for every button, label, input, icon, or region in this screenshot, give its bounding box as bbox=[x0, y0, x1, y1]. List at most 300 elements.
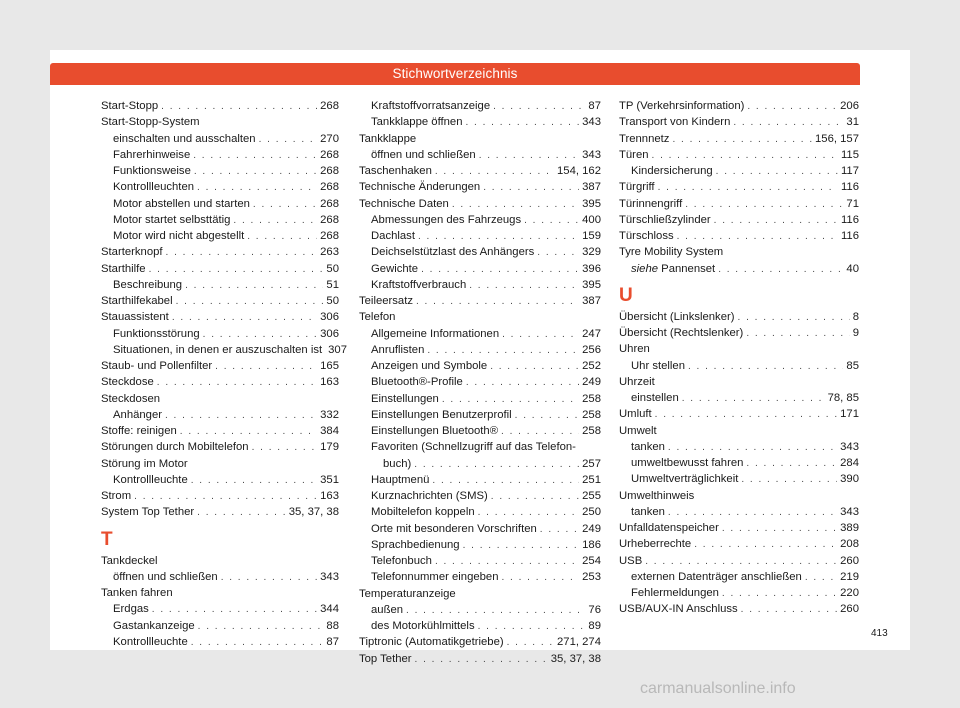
index-entry-page: 260 bbox=[840, 603, 859, 616]
index-entry-term: Türinnengriff bbox=[619, 197, 683, 210]
index-entry bbox=[101, 488, 339, 504]
index-entry-term: Anruflisten bbox=[371, 343, 425, 356]
index-entry-page: 268 bbox=[320, 148, 339, 161]
index-entry-page: 387 bbox=[582, 295, 601, 307]
index-entry bbox=[359, 244, 601, 260]
index-entry-page: 343 bbox=[840, 505, 859, 518]
index-entry-term: Tiptronic (Automatikgetriebe) bbox=[359, 636, 504, 649]
index-entry-page: 208 bbox=[840, 538, 859, 551]
index-entry-term: Umluft bbox=[619, 408, 652, 421]
index-entry bbox=[619, 569, 859, 585]
index-entry bbox=[359, 602, 601, 618]
index-entry-term: Funktionsweise bbox=[113, 165, 191, 177]
leader-dots bbox=[452, 197, 579, 213]
index-entry-page: 51 bbox=[326, 278, 339, 291]
index-entry bbox=[359, 651, 601, 667]
index-entry-page: 268 bbox=[320, 100, 339, 112]
index-entry-page: 306 bbox=[320, 327, 339, 340]
leader-dots bbox=[491, 489, 579, 505]
leader-dots bbox=[157, 375, 317, 391]
leader-dots bbox=[469, 278, 579, 294]
index-entry bbox=[101, 309, 339, 325]
leader-dots bbox=[152, 602, 317, 618]
index-entry-page: 306 bbox=[320, 311, 339, 324]
index-entry-term: Übersicht (Rechtslenker) bbox=[619, 327, 744, 339]
index-entry bbox=[619, 98, 859, 114]
index-entry-page: 256 bbox=[582, 343, 601, 356]
index-entry bbox=[619, 212, 859, 228]
index-entry bbox=[359, 114, 601, 130]
index-entry bbox=[101, 147, 339, 163]
index-entry bbox=[619, 504, 859, 520]
index-entry-page: 395 bbox=[582, 197, 601, 210]
index-entry-term: Türen bbox=[619, 148, 649, 161]
index-entry-page: 395 bbox=[582, 278, 601, 291]
leader-dots bbox=[716, 164, 838, 180]
index-entry bbox=[101, 196, 339, 212]
leader-dots bbox=[149, 262, 324, 278]
index-entry-page: 253 bbox=[582, 571, 601, 584]
index-entry-term: Fahrerhinweise bbox=[113, 148, 191, 161]
leader-dots bbox=[479, 148, 579, 164]
index-entry-page: 251 bbox=[582, 473, 601, 486]
index-entry-term: Beschreibung bbox=[113, 278, 183, 291]
index-entry bbox=[359, 504, 601, 520]
index-entry bbox=[101, 163, 339, 179]
index-entry-term: Staub- und Pollenfilter bbox=[101, 360, 213, 372]
index-entry-page: 186 bbox=[582, 538, 601, 551]
index-entry bbox=[359, 488, 601, 504]
index-entry-term: Starthilfe bbox=[101, 262, 146, 275]
leader-dots bbox=[406, 603, 585, 619]
index-entry-page: 332 bbox=[320, 408, 339, 421]
index-entry bbox=[101, 439, 339, 455]
index-entry-page: 351 bbox=[320, 473, 339, 486]
index-entry bbox=[619, 601, 859, 617]
index-entry-page: 343 bbox=[840, 440, 859, 453]
index-entry-term: Technische Daten bbox=[359, 197, 449, 210]
leader-dots bbox=[252, 440, 318, 456]
leader-dots bbox=[501, 424, 579, 440]
index-entry-page: 268 bbox=[320, 181, 339, 194]
index-entry-term: Kindersicherung bbox=[631, 165, 713, 177]
index-entry-term: Allgemeine Informationen bbox=[371, 327, 500, 340]
index-entry bbox=[619, 423, 859, 439]
index-entry bbox=[101, 342, 347, 358]
index-entry-term: tanken bbox=[631, 505, 665, 518]
index-entry-page: 343 bbox=[582, 148, 601, 161]
index-entry-page: 87 bbox=[588, 100, 601, 112]
index-entry bbox=[359, 407, 601, 423]
section-title: Stichwortverzeichnis bbox=[392, 66, 518, 81]
index-entry-term: Kontrollleuchte bbox=[113, 635, 188, 648]
index-entry-term: einschalten und ausschalten bbox=[113, 132, 256, 145]
index-entry-page: 258 bbox=[582, 408, 601, 421]
index-entry bbox=[619, 455, 859, 471]
index-entry-term: Kurznachrichten (SMS) bbox=[371, 490, 488, 502]
index-entry-term: Umwelt bbox=[619, 424, 657, 437]
leader-dots bbox=[194, 164, 317, 180]
leader-dots bbox=[478, 505, 580, 521]
leader-dots bbox=[733, 115, 843, 131]
leader-dots bbox=[432, 473, 579, 489]
leader-dots bbox=[176, 294, 324, 310]
index-entry bbox=[619, 390, 859, 406]
leader-dots bbox=[463, 538, 580, 554]
index-entry bbox=[619, 179, 859, 195]
index-entry-term: öffnen und schließen bbox=[113, 570, 218, 583]
leader-dots bbox=[483, 180, 579, 196]
index-entry-page: 89 bbox=[588, 620, 601, 632]
index-entry bbox=[619, 471, 859, 487]
index-entry-term: Motor abstellen und starten bbox=[113, 197, 250, 210]
index-entry-term: Transport von Kindern bbox=[619, 116, 731, 129]
leader-dots bbox=[672, 132, 812, 148]
index-entry-term: Gastankanzeige bbox=[113, 619, 195, 632]
index-entry-page: 268 bbox=[320, 230, 339, 242]
index-entry-term: Teileersatz bbox=[359, 295, 413, 307]
index-entry-page: 78, 85 bbox=[827, 392, 859, 404]
index-entry-term: Tankdeckel bbox=[101, 554, 158, 567]
index-entry bbox=[101, 179, 339, 195]
index-entry-page: 249 bbox=[582, 376, 601, 389]
index-entry-page: 344 bbox=[320, 603, 339, 616]
index-entry-page: 85 bbox=[846, 359, 859, 372]
index-entry-term: buch) bbox=[383, 457, 412, 470]
leader-dots bbox=[203, 327, 317, 343]
index-entry-term: Dachlast bbox=[371, 230, 415, 242]
index-entry-term: Starterknopf bbox=[101, 246, 163, 259]
index-entry bbox=[619, 585, 859, 601]
index-entry-page: 257 bbox=[582, 457, 601, 470]
index-entry bbox=[619, 244, 859, 260]
index-entry bbox=[619, 488, 859, 504]
index-entry-term: siehe Pannenset bbox=[631, 262, 716, 275]
leader-dots bbox=[478, 619, 586, 635]
index-entry-term: Top Tether bbox=[359, 652, 412, 665]
index-entry-term: Tyre Mobility System bbox=[619, 246, 724, 259]
leader-dots bbox=[658, 180, 838, 196]
index-entry-term: Störungen durch Mobiltelefon bbox=[101, 441, 249, 454]
index-entry-page: 268 bbox=[320, 165, 339, 177]
index-entry bbox=[101, 634, 339, 650]
index-entry-term: Stoffe: reinigen bbox=[101, 425, 177, 437]
leader-dots bbox=[221, 570, 317, 586]
leader-dots bbox=[537, 245, 579, 261]
index-entry-page: 271, 274 bbox=[557, 636, 601, 649]
index-entry bbox=[359, 569, 601, 585]
index-entry-term: Kontrollleuchte bbox=[113, 473, 188, 486]
leader-dots bbox=[193, 148, 317, 164]
index-entry-term: Urheberrechte bbox=[619, 538, 692, 551]
leader-dots bbox=[215, 359, 317, 375]
index-entry bbox=[359, 196, 601, 212]
index-entry bbox=[101, 98, 339, 114]
index-entry-term: einstellen bbox=[631, 392, 679, 404]
index-entry bbox=[101, 472, 339, 488]
index-entry-term: Telefonbuch bbox=[371, 555, 432, 567]
index-entry bbox=[101, 374, 339, 390]
index-entry-term: Störung im Motor bbox=[101, 457, 188, 470]
leader-dots bbox=[645, 554, 837, 570]
index-entry bbox=[359, 358, 601, 374]
index-entry-term: USB/AUX-IN Anschluss bbox=[619, 603, 738, 616]
index-entry-term: Start-Stopp-System bbox=[101, 116, 200, 129]
index-entry bbox=[619, 520, 859, 536]
index-entry-term: tanken bbox=[631, 440, 665, 453]
index-entry-page: 88 bbox=[326, 619, 339, 632]
index-entry-page: 35, 37, 38 bbox=[288, 506, 339, 519]
index-entry-page: 87 bbox=[326, 635, 339, 648]
index-entry-term: Sprachbedienung bbox=[371, 538, 460, 551]
index-entry-page: 389 bbox=[840, 522, 859, 534]
index-entry-term: Türschließzylinder bbox=[619, 213, 711, 226]
index-entry bbox=[619, 358, 859, 374]
index-entry-term: Fehlermeldungen bbox=[631, 587, 719, 599]
leader-dots bbox=[540, 522, 579, 538]
index-entry bbox=[101, 212, 339, 228]
leader-dots bbox=[191, 635, 324, 651]
index-entry-term: Favoriten (Schnellzugriff auf das Telefon- bbox=[371, 441, 576, 454]
index-entry-term: Stauassistent bbox=[101, 311, 169, 324]
index-letter-heading: T bbox=[101, 528, 113, 550]
index-entry bbox=[101, 358, 339, 374]
index-entry-page: 219 bbox=[840, 570, 859, 583]
index-entry-page: 165 bbox=[320, 360, 339, 372]
index-entry bbox=[359, 374, 601, 390]
index-entry-term: Einstellungen bbox=[371, 392, 439, 405]
index-entry bbox=[619, 553, 859, 569]
index-entry-term: Anhänger bbox=[113, 408, 162, 421]
index-entry-term: Deichselstützlast des Anhängers bbox=[371, 246, 535, 259]
leader-dots bbox=[191, 473, 317, 489]
index-entry bbox=[359, 277, 601, 293]
index-entry bbox=[359, 163, 601, 179]
leader-dots bbox=[415, 652, 548, 668]
index-entry bbox=[359, 212, 601, 228]
index-entry-page: 50 bbox=[326, 295, 339, 307]
leader-dots bbox=[466, 115, 580, 131]
index-entry bbox=[359, 521, 601, 537]
index-entry bbox=[619, 131, 859, 147]
index-entry-term: Türschloss bbox=[619, 230, 674, 242]
index-entry bbox=[101, 114, 339, 130]
leader-dots bbox=[427, 343, 579, 359]
index-entry-page: 76 bbox=[588, 603, 601, 616]
index-entry-term: Motor startet selbsttätig bbox=[113, 213, 231, 226]
index-entry bbox=[359, 618, 601, 634]
index-entry bbox=[359, 423, 601, 439]
index-entry-term: Start-Stopp bbox=[101, 100, 159, 112]
index-entry bbox=[101, 391, 339, 407]
index-entry-page: 40 bbox=[846, 262, 859, 275]
leader-dots bbox=[435, 164, 554, 180]
index-entry-page: 249 bbox=[582, 522, 601, 535]
leader-dots bbox=[741, 602, 837, 618]
index-entry bbox=[619, 406, 859, 422]
leader-dots bbox=[805, 570, 837, 586]
index-entry bbox=[101, 131, 339, 147]
index-entry bbox=[359, 98, 601, 114]
leader-dots bbox=[502, 327, 579, 343]
leader-dots bbox=[180, 424, 317, 440]
index-entry-term: Bluetooth®-Profile bbox=[371, 376, 463, 389]
index-entry bbox=[101, 326, 339, 342]
index-column-2 bbox=[359, 98, 601, 667]
index-entry-term: USB bbox=[619, 554, 643, 567]
index-entry bbox=[359, 147, 601, 163]
index-entry bbox=[101, 585, 339, 601]
index-entry-page: 390 bbox=[840, 473, 859, 486]
index-entry-term: Starthilfekabel bbox=[101, 295, 173, 307]
leader-dots bbox=[714, 213, 838, 229]
index-entry-page: 268 bbox=[320, 213, 339, 226]
index-entry bbox=[359, 309, 601, 325]
index-entry bbox=[101, 261, 339, 277]
index-entry bbox=[619, 309, 859, 325]
leader-dots bbox=[747, 99, 837, 115]
leader-dots bbox=[722, 586, 837, 602]
index-entry-term: Tankklappe bbox=[359, 132, 417, 145]
index-entry-page: 154, 162 bbox=[557, 165, 601, 177]
index-entry bbox=[101, 293, 339, 309]
leader-dots bbox=[524, 213, 579, 229]
index-entry-term: Einstellungen Bluetooth® bbox=[371, 425, 499, 437]
index-entry-page: 35, 37, 38 bbox=[550, 652, 601, 665]
leader-dots bbox=[247, 229, 317, 245]
index-entry bbox=[101, 456, 339, 472]
index-entry-term: Steckdose bbox=[101, 376, 154, 389]
index-entry-page: 400 bbox=[582, 213, 601, 226]
index-entry bbox=[359, 261, 601, 277]
index-entry-page: 270 bbox=[320, 132, 339, 145]
index-entry-page: 159 bbox=[582, 230, 601, 242]
index-entry-term: Tankklappe öffnen bbox=[371, 116, 463, 129]
index-entry-term: außen bbox=[371, 603, 404, 616]
leader-dots bbox=[134, 489, 317, 505]
leader-dots bbox=[677, 229, 838, 245]
index-entry bbox=[101, 504, 339, 520]
index-entry bbox=[619, 114, 859, 130]
index-entry-term: Hauptmenü bbox=[371, 473, 430, 486]
index-entry bbox=[359, 439, 601, 455]
index-entry bbox=[359, 391, 601, 407]
index-entry-page: 396 bbox=[582, 262, 601, 275]
index-entry-page: 329 bbox=[582, 246, 601, 259]
index-entry-page: 254 bbox=[582, 555, 601, 567]
leader-dots bbox=[652, 148, 838, 164]
leader-dots bbox=[198, 619, 324, 635]
index-entry-page: 268 bbox=[320, 197, 339, 210]
section-header bbox=[50, 63, 860, 85]
leader-dots bbox=[746, 326, 849, 342]
leader-dots bbox=[253, 197, 317, 213]
index-entry bbox=[359, 228, 601, 244]
leader-dots bbox=[442, 392, 579, 408]
leader-dots bbox=[682, 391, 825, 407]
index-entry-term: Tanken fahren bbox=[101, 587, 173, 599]
index-entry-term: Taschenhaken bbox=[359, 165, 432, 177]
index-entry-page: 343 bbox=[582, 116, 601, 129]
index-entry bbox=[101, 601, 339, 617]
index-entry-page: 179 bbox=[320, 441, 339, 454]
index-entry-page: 247 bbox=[582, 327, 601, 340]
index-entry-page: 220 bbox=[840, 587, 859, 599]
leader-dots bbox=[416, 294, 579, 310]
index-entry-term: Strom bbox=[101, 490, 132, 502]
leader-dots bbox=[493, 99, 585, 115]
index-entry-term: Technische Änderungen bbox=[359, 181, 481, 194]
index-entry bbox=[101, 277, 339, 293]
index-entry-term: System Top Tether bbox=[101, 506, 195, 519]
index-entry-term: Umweltverträglichkeit bbox=[631, 473, 739, 486]
index-entry-term: Abmessungen des Fahrzeugs bbox=[371, 213, 522, 226]
leader-dots bbox=[197, 180, 317, 196]
index-entry-page: 9 bbox=[852, 327, 859, 339]
index-entry-page: 263 bbox=[320, 246, 339, 259]
index-entry bbox=[359, 472, 601, 488]
index-entry-page: 163 bbox=[320, 376, 339, 389]
index-entry-page: 284 bbox=[840, 457, 859, 469]
index-entry-term: Steckdosen bbox=[101, 392, 161, 405]
index-entry-page: 71 bbox=[846, 197, 859, 210]
index-entry-page: 117 bbox=[840, 165, 859, 177]
leader-dots bbox=[718, 262, 843, 278]
index-entry-term: Uhrzeit bbox=[619, 375, 655, 388]
index-entry-term: Mobiltelefon koppeln bbox=[371, 506, 475, 519]
index-entry bbox=[101, 228, 339, 244]
index-entry bbox=[619, 163, 859, 179]
leader-dots bbox=[172, 310, 317, 326]
index-entry-term: Motor wird nicht abgestellt bbox=[113, 230, 245, 242]
index-entry bbox=[359, 537, 601, 553]
index-entry bbox=[619, 325, 859, 341]
index-entry bbox=[359, 342, 601, 358]
index-entry-page: 156, 157 bbox=[815, 132, 859, 145]
index-entry-term: Uhren bbox=[619, 343, 650, 356]
index-entry-page: 252 bbox=[582, 360, 601, 372]
index-entry bbox=[359, 456, 601, 472]
index-entry-page: 307 bbox=[328, 343, 347, 356]
index-entry bbox=[101, 569, 339, 585]
leader-dots bbox=[668, 440, 837, 456]
index-entry-page: 206 bbox=[840, 100, 859, 112]
index-entry bbox=[619, 341, 859, 357]
index-entry-page: 171 bbox=[840, 408, 859, 421]
leader-dots bbox=[741, 472, 837, 488]
index-entry-term: Trennnetz bbox=[619, 132, 670, 145]
index-entry bbox=[359, 586, 601, 602]
index-entry-term: umweltbewusst fahren bbox=[631, 457, 744, 469]
watermark: carmanualsonline.info bbox=[640, 680, 796, 697]
index-entry-term: Funktionsstörung bbox=[113, 327, 200, 340]
index-entry-page: 116 bbox=[840, 230, 859, 242]
index-entry-term: Kraftstoffvorratsanzeige bbox=[371, 100, 491, 112]
index-entry-term: Telefon bbox=[359, 311, 396, 324]
leader-dots bbox=[685, 197, 843, 213]
index-entry-term: TP (Verkehrsinformation) bbox=[619, 100, 745, 112]
index-entry-term: Kontrollleuchten bbox=[113, 181, 195, 194]
index-entry-page: 115 bbox=[840, 148, 859, 161]
page-number: 413 bbox=[871, 628, 888, 639]
index-entry-term: Umwelthinweis bbox=[619, 489, 695, 502]
leader-dots bbox=[507, 635, 554, 651]
index-entry-page: 31 bbox=[846, 116, 859, 129]
index-entry-term: externen Datenträger anschließen bbox=[631, 570, 802, 583]
leader-dots bbox=[490, 359, 579, 375]
index-entry-page: 384 bbox=[320, 425, 339, 437]
leader-dots bbox=[421, 262, 579, 278]
